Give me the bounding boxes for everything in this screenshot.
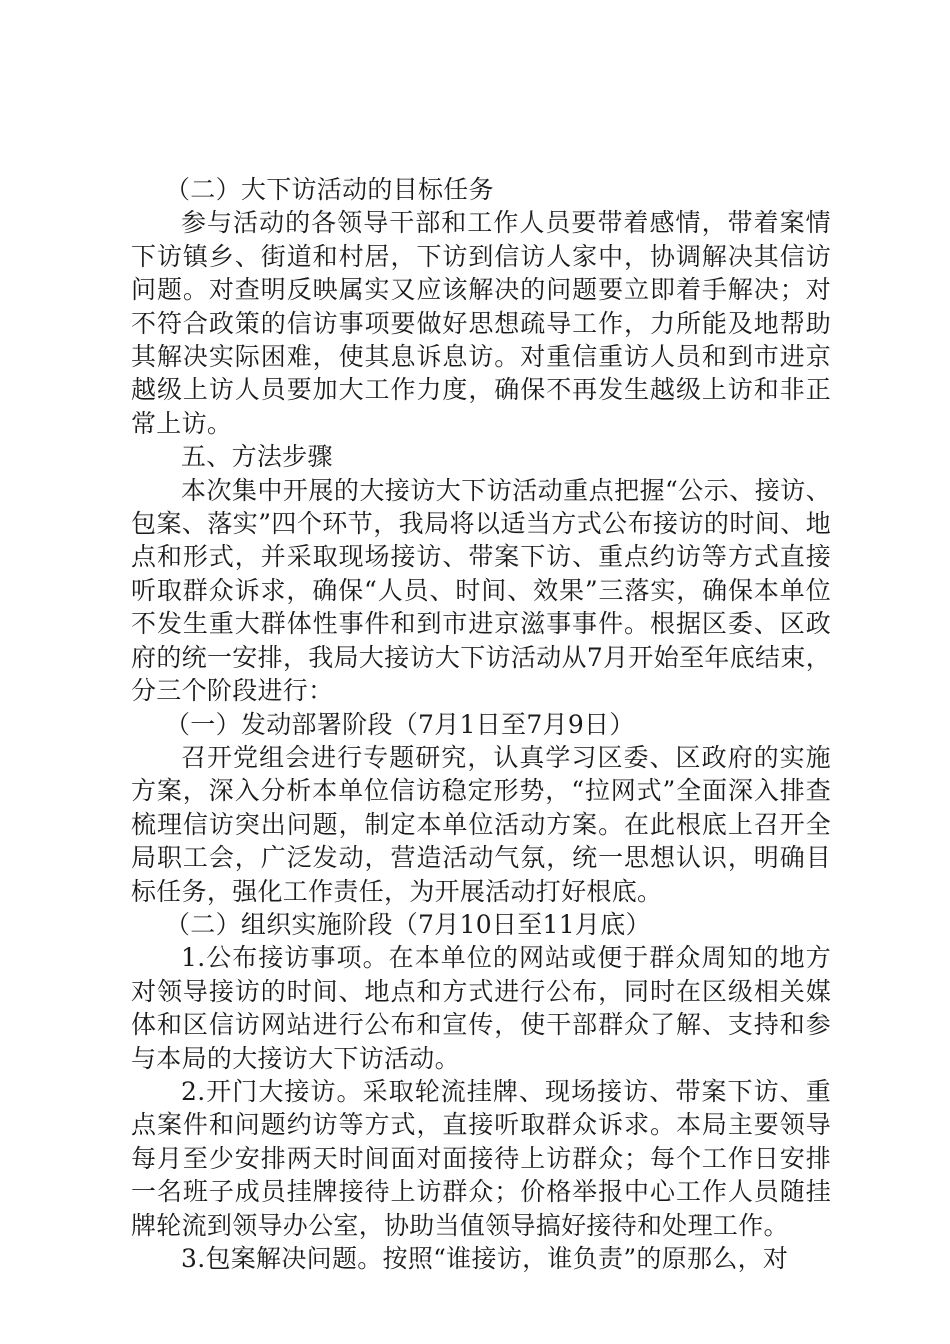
document-body (131, 173, 831, 1275)
paragraph-item-1: 1.公布接访事项。在本单位的网站或便于群众周知的地方对领导接访的时间、地点和方式进行公布，同时在区级相关媒体和区信访网站进行公布和宣传，使干部群众了解、支持和参与本局的大接访大下访活动。 (131, 943, 831, 1073)
section-heading-methods: 五、方法步骤 (181, 442, 333, 472)
paragraph-goals: 参与活动的各领导干部和工作人员要带着感情，带着案情下访镇乡、街道和村居，下访到信访人家中，协调解决其信访问题。对查明反映属实又应该解决的问题要立即着手解决；对不符合政策的信访事项要做好思想疏导工作，力所能及地帮助其解决实际困难，使其息诉息访。对重信重访人员和到市进京越级上访人员要加大工作力度，确保不再发生越级上访和非正常上访。 (131, 208, 831, 438)
section-heading-phase-two: （二）组织实施阶段（7月10日至11月底） (165, 909, 651, 939)
paragraph-methods: 本次集中开展的大接访大下访活动重点把握“公示、接访、包案、落实”四个环节，我局将以适当方式公布接访的时间、地点和形式，并采取现场接访、带案下访、重点约访等方式直接听取群众诉求，确保“人员、时间、效果”三落实，确保本单位不发生重大群体性事件和到市进京滋事事件。根据区委、区政府的统一安排，我局大接访大下访活动从7月开始至年底结束，分三个阶段进行： (131, 475, 831, 706)
section-heading-goals: （二）大下访活动的目标任务 (165, 175, 494, 204)
section-heading-phase-one: （一）发动部署阶段（7月1日至7月9日） (165, 709, 635, 739)
paragraph-phase-one: 召开党组会进行专题研究，认真学习区委、区政府的实施方案，深入分析本单位信访稳定形势，“拉网式”全面深入排查梳理信访突出问题，制定本单位活动方案。在此根底上召开全局职工会，广泛发动，营造活动气氛，统一思想认识，明确目标任务，强化工作责任，为开展活动打好根底。 (131, 742, 831, 906)
paragraph-item-2: 2.开门大接访。采取轮流挂牌、现场接访、带案下访、重点案件和问题约访等方式，直接听取群众诉求。本局主要领导每月至少安排两天时间面对面接待上访群众；每个工作日安排一名班子成员挂牌接待上访群众；价格举报中心工作人员随挂牌轮流到领导办公室，协助当值领导搞好接待和处理工作。 (131, 1076, 831, 1240)
paragraph-item-3: 3.包案解决问题。按照“谁接访，谁负责”的原那么，对 (181, 1244, 789, 1273)
